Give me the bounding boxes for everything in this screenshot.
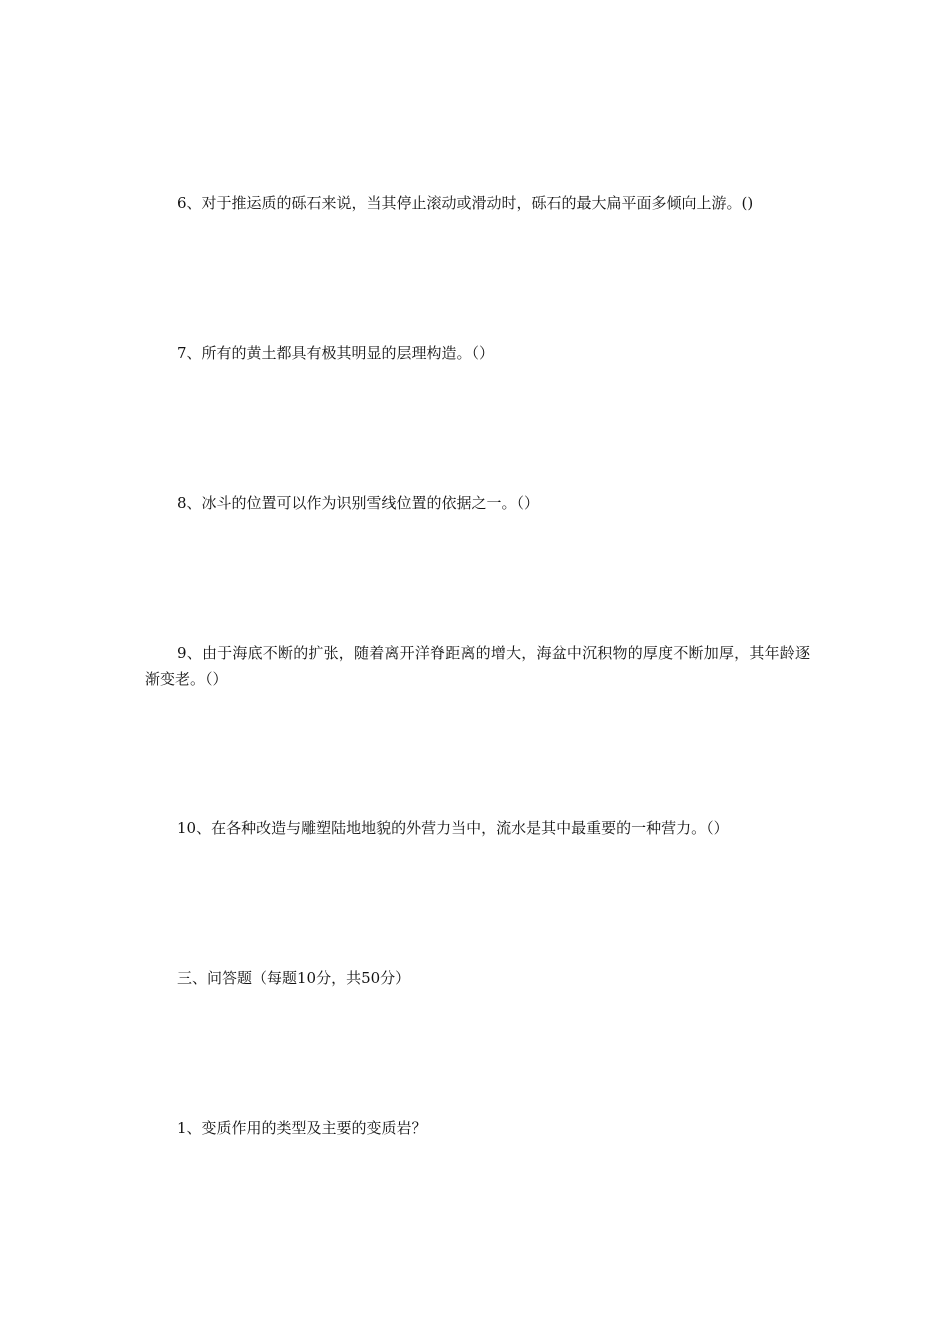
question-9: 9、由于海底不断的扩张，随着离开洋脊距离的增大，海盆中沉积物的厚度不断加厚，其年龄逐渐变老。（）	[145, 644, 810, 688]
section-heading: 三、问答题（每题10分，共50分）	[177, 969, 411, 987]
question-10: 10、在各种改造与雕塑陆地地貌的外营力当中，流水是其中最重要的一种营力。（）	[177, 819, 729, 837]
short-answer-question-1: 1、变质作用的类型及主要的变质岩？	[177, 1119, 427, 1137]
question-8: 8、冰斗的位置可以作为识别雪线位置的依据之一。（）	[177, 494, 540, 512]
question-7: 7、所有的黄土都具有极其明显的层理构造。（）	[177, 344, 495, 362]
question-6: 6、对于推运质的砾石来说，当其停止滚动或滑动时，砾石的最大扁平面多倾向上游。()	[177, 194, 754, 212]
